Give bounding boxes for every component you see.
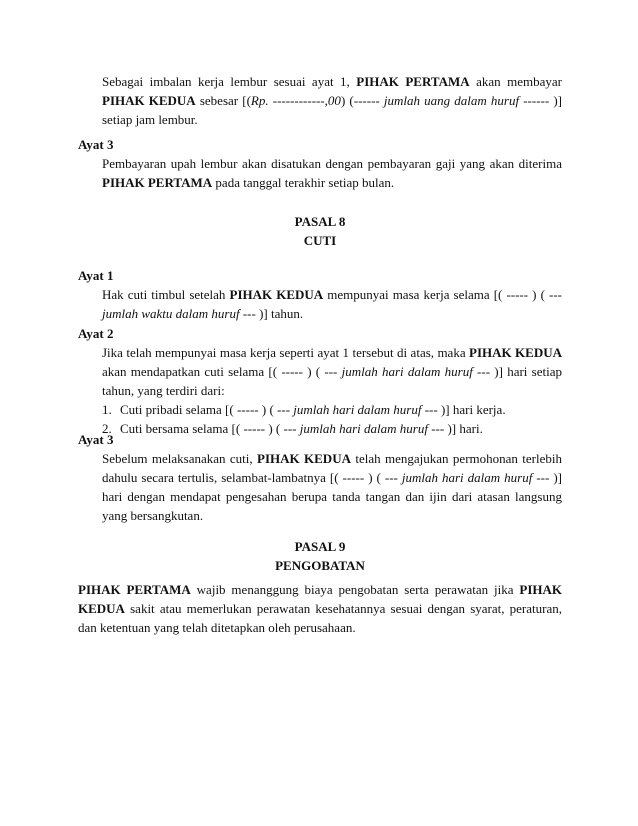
party-second: PIHAK KEDUA (469, 345, 562, 360)
text-segment: sakit atau memerlukan perawatan kesehatannya sesuai dengan syarat, peraturan, dan ketentuan yang telah ditetapkan oleh perusahaan. (78, 601, 562, 635)
clause-ayat-3-overtime (78, 135, 562, 192)
party-second: PIHAK KEDUA (102, 93, 196, 108)
clause-label: Ayat 1 (78, 268, 114, 283)
text-segment: akan membayar (469, 74, 562, 89)
overtime-pay-text (78, 72, 562, 129)
article-title: CUTI (303, 233, 337, 248)
clause-text (78, 285, 562, 323)
text-segment: Hak cuti timbul setelah (102, 287, 230, 302)
clause-text (78, 343, 562, 400)
list-number: 1. (102, 402, 112, 417)
text-segment: mempunyai masa kerja selama [( ----- ) ( (323, 287, 549, 302)
clause-ayat-2 (78, 324, 562, 438)
days-words-placeholder: --- jumlah hari dalam huruf --- (324, 364, 491, 379)
clause-ayat-1 (78, 266, 562, 323)
text-segment: pada tanggal terakhir setiap bulan. (212, 175, 395, 190)
article-8-heading (78, 212, 562, 250)
days-words-placeholder: --- jumlah hari dalam huruf --- (384, 470, 550, 485)
text-segment: wajib menanggung biaya pengobatan serta perawatan jika (190, 582, 520, 597)
text-segment: Jika telah mempunyai masa kerja seperti ayat 1 tersebut di atas, maka (102, 345, 470, 360)
text-segment: ) ( (340, 93, 354, 108)
article-number: PASAL 9 (294, 539, 346, 554)
text-segment: Cuti pribadi selama [( ----- ) ( (120, 402, 278, 417)
text-segment: )] hari kerja. (437, 402, 506, 417)
medical-care-paragraph (78, 580, 562, 637)
days-words-placeholder: --- jumlah hari dalam huruf --- (283, 421, 445, 436)
clause-ayat-3-leave (78, 430, 562, 525)
text-segment: Sebagai imbalan kerja lembur sesuai ayat 1, (102, 74, 357, 89)
clause-label: Ayat 3 (78, 432, 114, 447)
text-segment: sebesar [( (195, 93, 251, 108)
clause-text (78, 449, 562, 525)
medical-care-text (78, 580, 562, 637)
clause-text (78, 154, 562, 192)
text-segment: akan mendapatkan cuti selama [( ----- ) ( (102, 364, 325, 379)
amount-placeholder: Rp. ------------,00 (250, 93, 341, 108)
text-segment: )] hari setiap tahun, yang terdiri dari: (102, 364, 562, 398)
text-segment: Sebelum melaksanakan cuti, (102, 451, 258, 466)
text-segment: )] hari dengan mendapat pengesahan berupa tanda tangan dan ijin dari atasan langsung yang bersangkutan. (102, 470, 562, 523)
article-title: PENGOBATAN (275, 558, 365, 573)
days-words-placeholder: --- jumlah hari dalam huruf --- (277, 402, 438, 417)
clause-label: Ayat 2 (78, 326, 114, 341)
overtime-pay-paragraph (78, 72, 562, 129)
article-9-heading (78, 537, 562, 575)
clause-label: Ayat 3 (78, 137, 114, 152)
party-second: PIHAK KEDUA (257, 451, 351, 466)
text-segment: )] hari. (444, 421, 483, 436)
text-segment: )] setiap jam lembur. (102, 93, 562, 127)
party-first: PIHAK PERTAMA (78, 582, 191, 597)
text-segment: telah mengajukan permohonan terlebih dahulu secara tertulis, selambat-lambatnya [( ----- ) ( (102, 451, 563, 485)
party-second: PIHAK KEDUA (78, 582, 562, 616)
party-first: PIHAK PERTAMA (102, 175, 213, 190)
amount-words-placeholder: ------ jumlah uang dalam huruf ------ (353, 93, 550, 108)
duration-words-placeholder: --- jumlah waktu dalam huruf --- (102, 287, 562, 321)
list-item (102, 400, 562, 419)
party-second: PIHAK KEDUA (229, 287, 324, 302)
list-number: 2. (102, 421, 112, 436)
article-number: PASAL 8 (294, 214, 346, 229)
text-segment: )] tahun. (255, 306, 304, 321)
text-segment: Pembayaran upah lembur akan disatukan dengan pembayaran gaji yang akan diterima (102, 156, 562, 171)
text-segment: Cuti bersama selama [( ----- ) ( (120, 421, 284, 436)
party-first: PIHAK PERTAMA (356, 74, 470, 89)
